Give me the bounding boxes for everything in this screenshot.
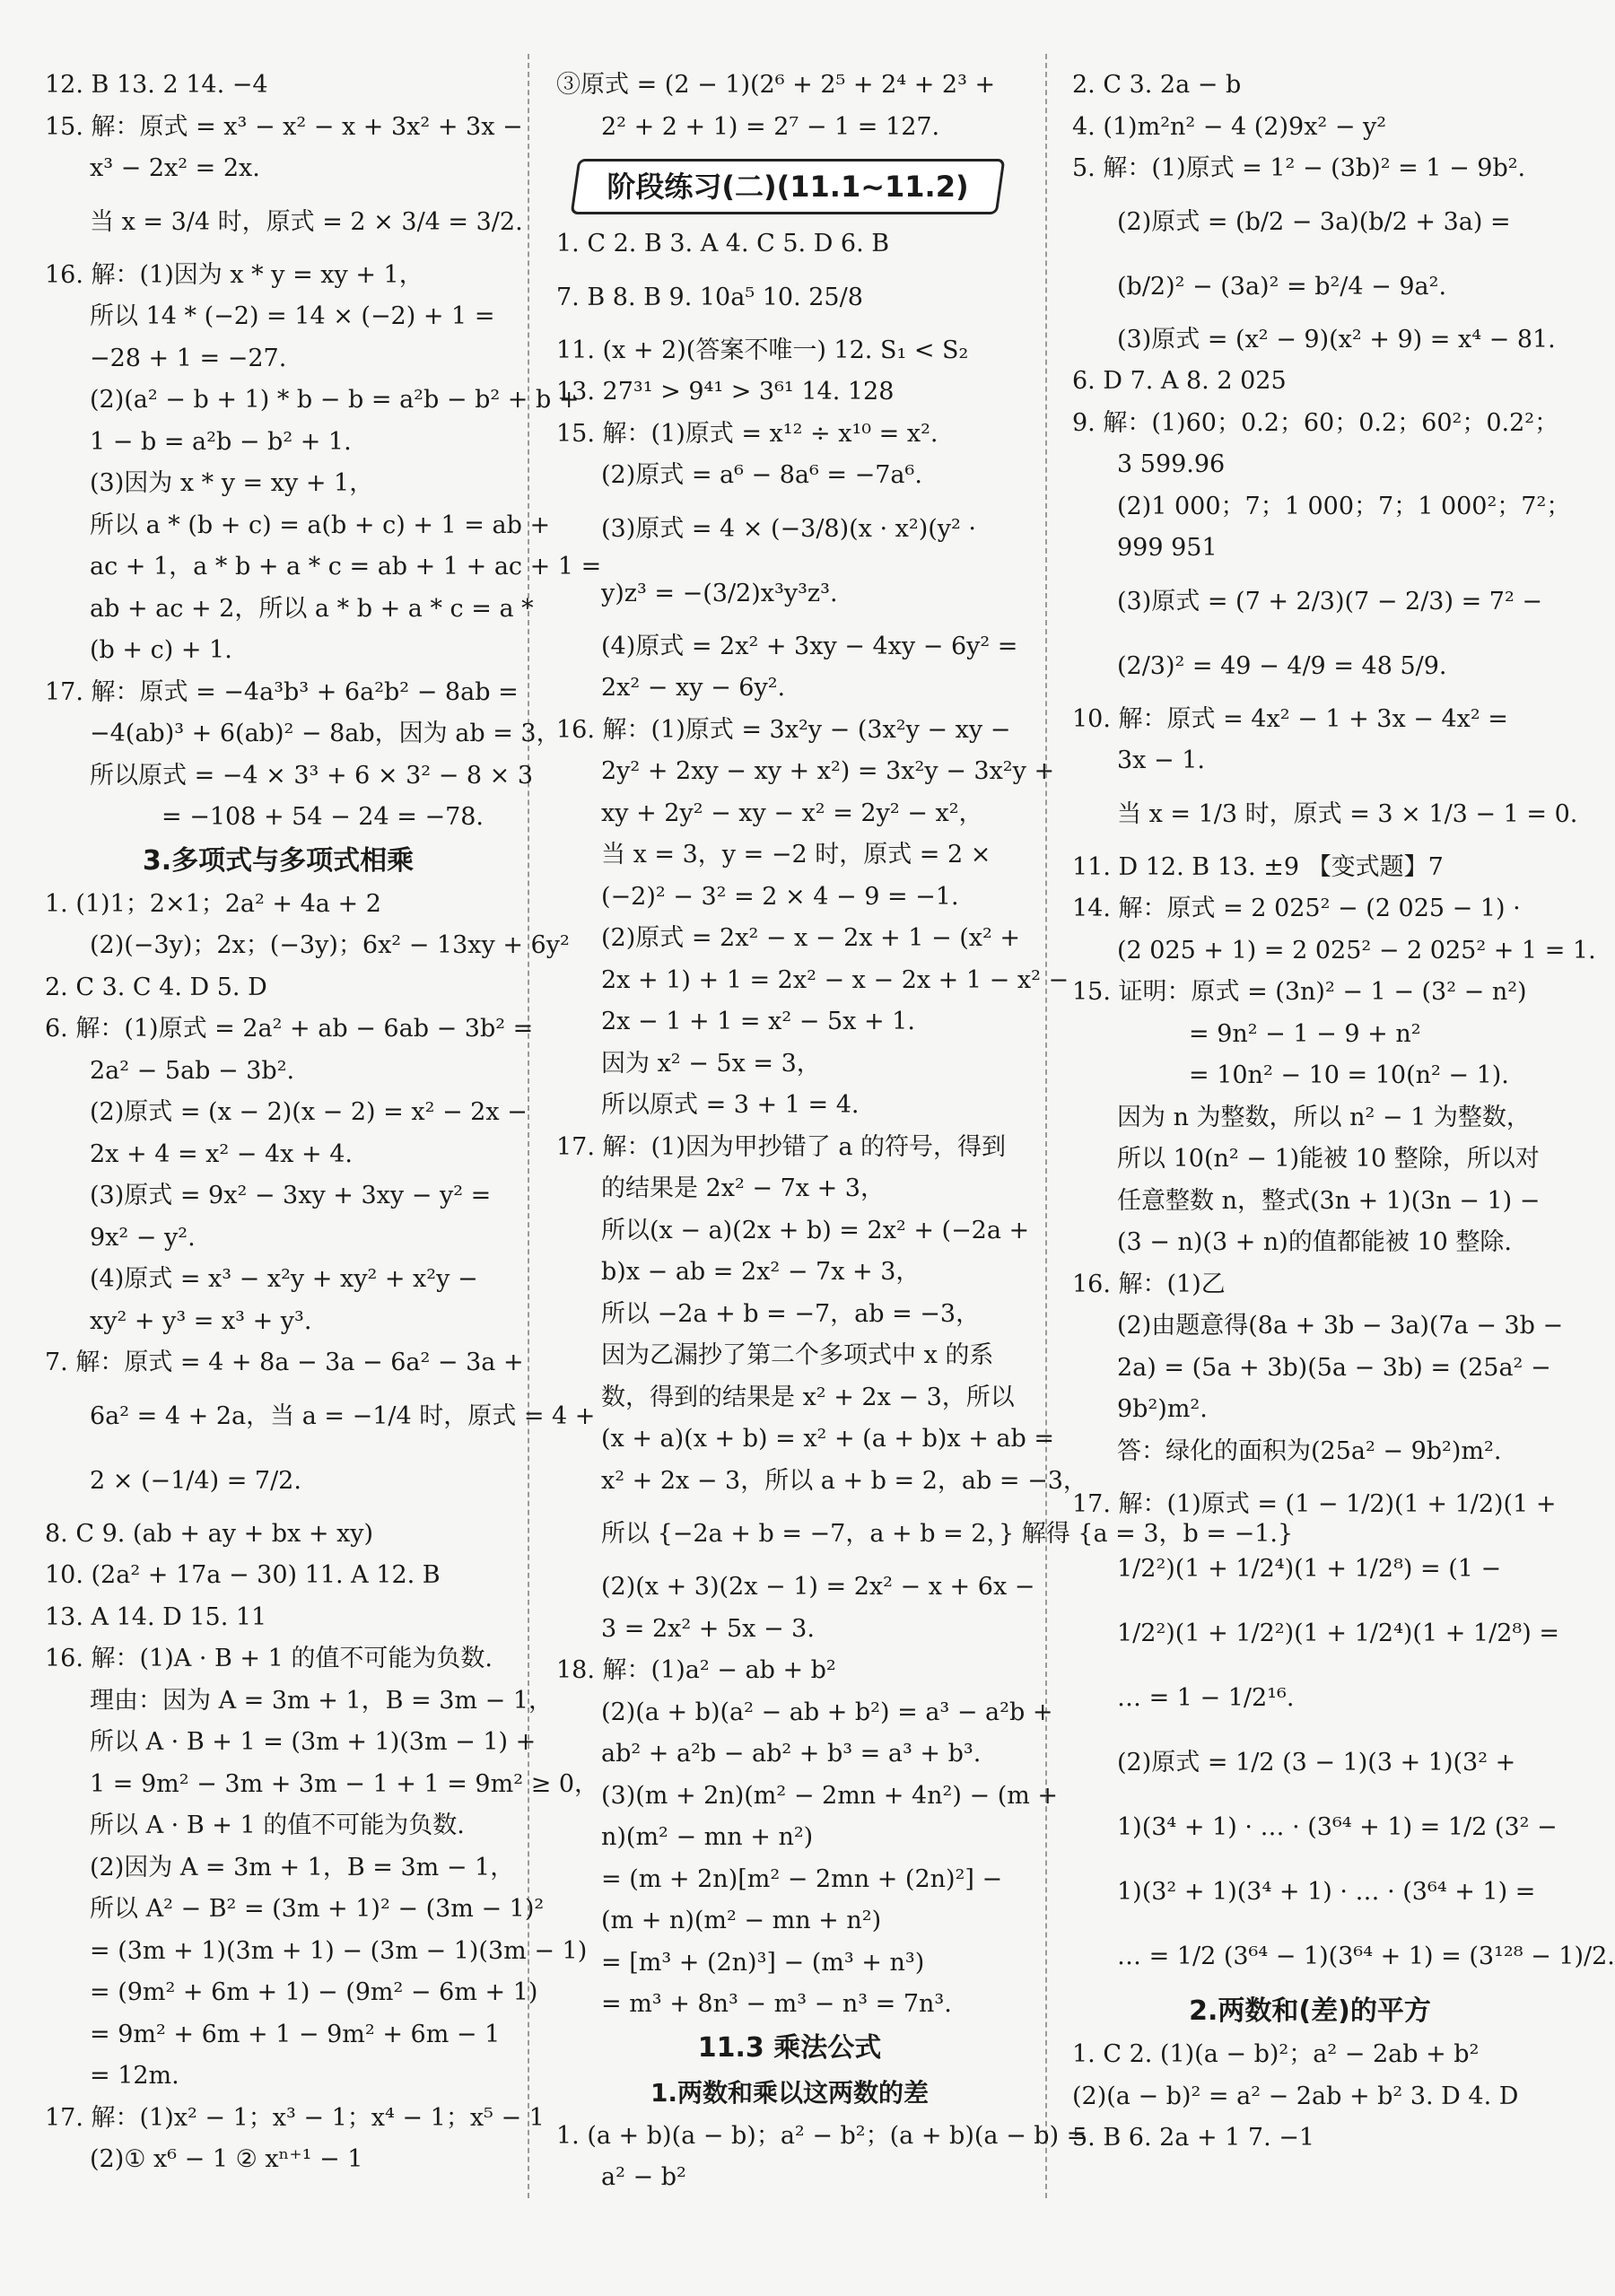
answer-line: xy + 2y² − xy − x² = 2y² − x²， <box>601 799 983 827</box>
answer-line: (2)(a − b)² = a² − 2ab + b² 3. D 4. D <box>1072 2082 1519 2110</box>
answer-line: 6. D 7. A 8. 2 025 <box>1072 367 1287 395</box>
answer-line: (3)原式 = (7 + 2/3)(7 − 2/3) = 7² − <box>1117 587 1543 615</box>
answer-line: = m³ + 8n³ − m³ − n³ = 7n³. <box>601 1990 952 2018</box>
answer-line: 所以原式 = −4 × 3³ + 6 × 3² − 8 × 3 <box>90 761 534 790</box>
answer-line: … = 1/2 (3⁶⁴ − 1)(3⁶⁴ + 1) = (3¹²⁸ − 1)/2. <box>1117 1942 1615 1970</box>
answer-line: (b + c) + 1. <box>90 636 232 664</box>
answer-line: 15. 证明：原式 = (3n)² − 1 − (3² − n²) <box>1072 978 1527 1006</box>
answer-line: 的结果是 2x² − 7x + 3， <box>601 1174 885 1202</box>
answer-line: 3 599.96 <box>1117 450 1226 478</box>
answer-line: (2)(a + b)(a² − ab + b²) = a³ − a²b + <box>601 1698 1053 1726</box>
answer-line: (3)因为 x * y = xy + 1， <box>90 469 374 497</box>
section-heading: 11.3 乘法公式 <box>697 2031 882 2064</box>
answer-line: b)x − ab = 2x² − 7x + 3， <box>601 1258 921 1286</box>
answer-line: (2)原式 = 2x² − x − 2x + 1 − (x² + <box>601 924 1021 952</box>
answer-line: 17. 解：(1)因为甲抄错了 a 的符号，得到 <box>556 1132 1007 1161</box>
answer-line: 1/2²)(1 + 1/2²)(1 + 1/2⁴)(1 + 1/2⁸) = <box>1117 1619 1559 1647</box>
answer-line: 所以 A² − B² = (3m + 1)² − (3m − 1)² <box>90 1895 545 1923</box>
answer-line: (b/2)² − (3a)² = b²/4 − 9a². <box>1117 272 1447 301</box>
answer-line: (2)原式 = a⁶ − 8a⁶ = −7a⁶. <box>601 461 922 489</box>
answer-line: = −108 + 54 − 24 = −78. <box>162 803 484 831</box>
answer-line: a² − b² <box>601 2163 686 2191</box>
answer-line: 1 = 9m² − 3m + 3m − 1 + 1 = 9m² ≥ 0， <box>90 1769 598 1798</box>
answer-line: 所以 A · B + 1 的值不可能为负数. <box>90 1811 465 1839</box>
answer-line: 2 × (−1/4) = 7/2. <box>90 1466 301 1495</box>
answer-line: (m + n)(m² − mn + n²) <box>601 1907 882 1934</box>
answer-line: 2y² + 2xy − xy + x²) = 3x²y − 3x²y + <box>601 757 1055 785</box>
answer-line: 当 x = 1/3 时，原式 = 3 × 1/3 − 1 = 0. <box>1117 799 1578 828</box>
answer-line: 答：绿化的面积为(25a² − 9b²)m². <box>1117 1436 1502 1465</box>
answer-line: 5. 解：(1)原式 = 1² − (3b)² = 1 − 9b². <box>1072 154 1526 182</box>
answer-line: 18. 解：(1)a² − ab + b² <box>556 1656 836 1684</box>
answer-line: (2)由题意得(8a + 3b − 3a)(7a − 3b − <box>1117 1312 1564 1340</box>
answer-line: 因为 n 为整数，所以 n² − 1 为整数， <box>1117 1103 1531 1131</box>
answer-line: (3)原式 = (x² − 9)(x² + 9) = x⁴ − 81. <box>1117 325 1556 354</box>
answer-column-1 <box>45 65 602 2181</box>
answer-line: −4(ab)³ + 6(ab)² − 8ab，因为 ab = 3， <box>90 720 561 747</box>
answer-line: = 10n² − 10 = 10(n² − 1). <box>1189 1061 1509 1089</box>
answer-line: 1)(3⁴ + 1) · … · (3⁶⁴ + 1) = 1/2 (3² − <box>1117 1813 1558 1841</box>
answer-line: 7. 解：原式 = 4 + 8a − 3a − 6a² − 3a + <box>45 1349 524 1376</box>
answer-line: 2. C 3. 2a − b <box>1072 71 1242 99</box>
answer-line: ab + ac + 2，所以 a * b + a * c = a * <box>90 594 534 623</box>
answer-line: 因为 x² − 5x = 3， <box>601 1049 821 1078</box>
answer-line: n)(m² − mn + n²) <box>601 1823 814 1851</box>
answer-line: x³ − 2x² = 2x. <box>90 154 260 182</box>
answer-line: ac + 1，a * b + a * c = ab + 1 + ac + 1 = <box>90 553 602 581</box>
answer-line: = (9m² + 6m + 1) − (9m² − 6m + 1) <box>90 1978 538 2006</box>
column-divider <box>528 54 529 2198</box>
answer-line: 11. D 12. B 13. ±9 【变式题】7 <box>1072 852 1444 881</box>
answer-line: 6. 解：(1)原式 = 2a² + ab − 6ab − 3b² = <box>45 1015 534 1043</box>
answer-line: 1. C 2. (1)(a − b)²；a² − 2ab + b² <box>1072 2040 1480 2068</box>
answer-line: (4)原式 = 2x² + 3xy − 4xy − 6y² = <box>601 632 1018 660</box>
answer-line: 7. B 8. B 9. 10a⁵ 10. 25/8 <box>556 283 863 311</box>
answer-line: 14. 解：原式 = 2 025² − (2 025 − 1) · <box>1072 895 1521 922</box>
answer-line: 9. 解：(1)60；0.2；60；0.2；60²；0.2²； <box>1072 408 1559 437</box>
answer-line: 999 951 <box>1117 534 1218 562</box>
answer-line: (−2)² − 3² = 2 × 4 − 9 = −1. <box>601 882 959 911</box>
answer-line: 10. 解：原式 = 4x² − 1 + 3x − 4x² = <box>1072 704 1508 733</box>
answer-line: y)z³ = −(3/2)x³y³z³. <box>601 579 838 607</box>
answer-line: 1/2²)(1 + 1/2⁴)(1 + 1/2⁸) = (1 − <box>1117 1555 1502 1583</box>
answer-line: ab² + a²b − ab² + b³ = a³ + b³. <box>601 1740 982 1768</box>
answer-line: −28 + 1 = −27. <box>90 344 287 372</box>
answer-line: 因为乙漏抄了第二个多项式中 x 的系 <box>601 1341 994 1369</box>
answer-line: (2)(−3y)；2x；(−3y)；6x² − 13xy + 6y² <box>90 931 570 959</box>
stage-practice-banner <box>556 148 1023 223</box>
answer-line: (2)① x⁶ − 1 ② xⁿ⁺¹ − 1 <box>90 2145 363 2173</box>
answer-line: (2 025 + 1) = 2 025² − 2 025² + 1 = 1. <box>1117 936 1596 965</box>
answer-line: 16. 解：(1)因为 x * y = xy + 1， <box>45 260 423 289</box>
answer-line: 数，得到的结果是 x² + 2x − 3，所以 <box>601 1383 1015 1411</box>
answer-line: 16. 解：(1)A · B + 1 的值不可能为负数. <box>45 1645 493 1672</box>
answer-line: 4. (1)m²n² − 4 (2)9x² − y² <box>1072 112 1387 141</box>
answer-line: 所以原式 = 3 + 1 = 4. <box>601 1091 860 1119</box>
answer-line: 2x − 1 + 1 = x² − 5x + 1. <box>601 1008 915 1035</box>
answer-line: 1. C 2. B 3. A 4. C 5. D 6. B <box>556 230 890 258</box>
column-divider <box>1045 54 1047 2198</box>
answer-line: 1. (1)1；2×1；2a² + 4a + 2 <box>45 889 381 918</box>
answer-line: 所以 14 * (−2) = 14 × (−2) + 1 = <box>90 302 495 330</box>
answer-line: 17. 解：(1)x² − 1；x³ − 1；x⁴ − 1；x⁵ − 1 <box>45 2103 545 2132</box>
answer-line: (4)原式 = x³ − x²y + xy² + x²y − <box>90 1265 478 1293</box>
answer-line: 理由：因为 A = 3m + 1，B = 3m − 1， <box>90 1686 553 1715</box>
answer-line: 13. A 14. D 15. 11 <box>45 1602 267 1631</box>
answer-line: (x + a)(x + b) = x² + (a + b)x + ab = <box>601 1425 1055 1453</box>
answer-line: 5. B 6. 2a + 1 7. −1 <box>1072 2124 1315 2152</box>
answer-line: (2/3)² = 49 − 4/9 = 48 5/9. <box>1117 651 1447 680</box>
answer-line: 任意整数 n，整式(3n + 1)(3n − 1) − <box>1117 1186 1541 1215</box>
answer-line: 2x² − xy − 6y². <box>601 674 786 702</box>
answer-line: (2)1 000；7；1 000；7；1 000²；7²； <box>1117 492 1571 520</box>
section-heading: 2.两数和(差)的平方 <box>1189 1995 1431 2027</box>
answer-line: 9x² − y². <box>90 1223 196 1252</box>
answer-line: xy² + y³ = x³ + y³. <box>90 1306 312 1335</box>
answer-line: (2)原式 = 1/2 (3 − 1)(3 + 1)(3² + <box>1117 1749 1516 1777</box>
answer-line: 所以 a * (b + c) = a(b + c) + 1 = ab + <box>90 511 551 539</box>
answer-line: 6a² = 4 + 2a，当 a = −1/4 时，原式 = 4 + <box>90 1401 596 1430</box>
answer-line: (3)原式 = 9x² − 3xy + 3xy − y² = <box>90 1182 492 1209</box>
answer-line: = [m³ + (2n)³] − (m³ + n³) <box>601 1948 925 1977</box>
answer-line: 12. B 13. 2 14. −4 <box>45 71 268 99</box>
answer-line: ③原式 = (2 − 1)(2⁶ + 2⁵ + 2⁴ + 2³ + <box>556 71 996 99</box>
answer-line: 13. 27³¹ > 9⁴¹ > 3⁶¹ 14. 128 <box>556 378 895 406</box>
answer-line: 1)(3² + 1)(3⁴ + 1) · … · (3⁶⁴ + 1) = <box>1117 1878 1536 1906</box>
answer-line: 11. (x + 2)(答案不唯一) 12. S₁ < S₂ <box>556 336 969 364</box>
answer-line: 16. 解：(1)乙 <box>1072 1270 1226 1298</box>
banner-title: 阶段练习(二)(11.1~11.2) <box>607 170 969 204</box>
answer-line: 当 x = 3，y = −2 时，原式 = 2 × <box>601 841 991 869</box>
answer-line: 1. (a + b)(a − b)；a² − b²；(a + b)(a − b) = <box>556 2121 1087 2150</box>
answer-line: 3 = 2x² + 5x − 3. <box>601 1614 815 1643</box>
answer-line: (2)原式 = (x − 2)(x − 2) = x² − 2x − <box>90 1098 528 1126</box>
answer-line: … = 1 − 1/2¹⁶. <box>1117 1684 1295 1712</box>
answer-line: (3)(m + 2n)(m² − 2mn + 4n²) − (m + <box>601 1781 1059 1810</box>
answer-line: 9b²)m². <box>1117 1395 1208 1423</box>
answer-line: 所以 A · B + 1 = (3m + 1)(3m − 1) + <box>90 1728 537 1756</box>
answer-column-3 <box>1072 65 1615 2160</box>
answer-line: (2)(x + 3)(2x − 1) = 2x² − x + 6x − <box>601 1573 1035 1601</box>
answer-line: 所以 −2a + b = −7，ab = −3， <box>601 1299 981 1328</box>
answer-line: 2. C 3. C 4. D 5. D <box>45 973 267 1001</box>
answer-line: 2² + 2 + 1) = 2⁷ − 1 = 127. <box>601 112 940 141</box>
answer-line: x² + 2x − 3，所以 a + b = 2，ab = −3， <box>601 1466 1087 1495</box>
answer-line: (2)原式 = (b/2 − 3a)(b/2 + 3a) = <box>1117 207 1511 236</box>
answer-line: (3)原式 = 4 × (−3/8)(x · x²)(y² · <box>601 514 977 543</box>
answer-line: 3x − 1. <box>1117 746 1205 774</box>
answer-line: = 9m² + 6m + 1 − 9m² + 6m − 1 <box>90 2020 501 2048</box>
section-heading: 3.多项式与多项式相乘 <box>142 844 415 877</box>
answer-line: 2a² − 5ab − 3b². <box>90 1056 295 1085</box>
answer-line: (2)(a² − b + 1) * b − b = a²b − b² + b + <box>90 386 580 414</box>
answer-line: 8. C 9. (ab + ay + bx + xy) <box>45 1519 374 1548</box>
answer-line: 所以 10(n² − 1)能被 10 整除，所以对 <box>1117 1145 1540 1173</box>
answer-line: 17. 解：(1)原式 = (1 − 1/2)(1 + 1/2)(1 + <box>1072 1490 1557 1518</box>
answer-line: 1 − b = a²b − b² + 1. <box>90 427 352 456</box>
answer-line: 2x + 1) + 1 = 2x² − x − 2x + 1 − x² − <box>601 965 1069 994</box>
answer-line: = 12m. <box>90 2062 179 2090</box>
answer-line: = 9n² − 1 − 9 + n² <box>1189 1019 1421 1048</box>
answer-line: (2)因为 A = 3m + 1，B = 3m − 1， <box>90 1853 515 1881</box>
answer-line: 16. 解：(1)原式 = 3x²y − (3x²y − xy − <box>556 715 1011 744</box>
answer-line: 所以(x − a)(2x + b) = 2x² + (−2a + <box>601 1216 1030 1244</box>
answer-line: 10. (2a² + 17a − 30) 11. A 12. B <box>45 1561 441 1589</box>
subsection-heading: 1.两数和乘以这两数的差 <box>650 2077 930 2108</box>
answer-line: = (m + 2n)[m² − 2mn + (2n)²] − <box>601 1864 1003 1893</box>
answer-line: (3 − n)(3 + n)的值都能被 10 整除. <box>1117 1228 1512 1256</box>
answer-line: 15. 解：(1)原式 = x¹² ÷ x¹⁰ = x². <box>556 419 938 448</box>
answer-line: 所以 {−2a + b = −7，a + b = 2，} 解得 {a = 3，b = −1.} <box>601 1520 1294 1548</box>
answer-line: 2a) = (5a + 3b)(5a − 3b) = (25a² − <box>1117 1353 1551 1382</box>
answer-line: 2x + 4 = x² − 4x + 4. <box>90 1139 353 1168</box>
answer-line: 17. 解：原式 = −4a³b³ + 6a²b² − 8ab = <box>45 677 519 706</box>
answer-line: 15. 解：原式 = x³ − x² − x + 3x² + 3x − <box>45 112 523 141</box>
answer-line: = (3m + 1)(3m + 1) − (3m − 1)(3m − 1) <box>90 1936 588 1965</box>
answer-line: 当 x = 3/4 时，原式 = 2 × 3/4 = 3/2. <box>90 207 523 236</box>
